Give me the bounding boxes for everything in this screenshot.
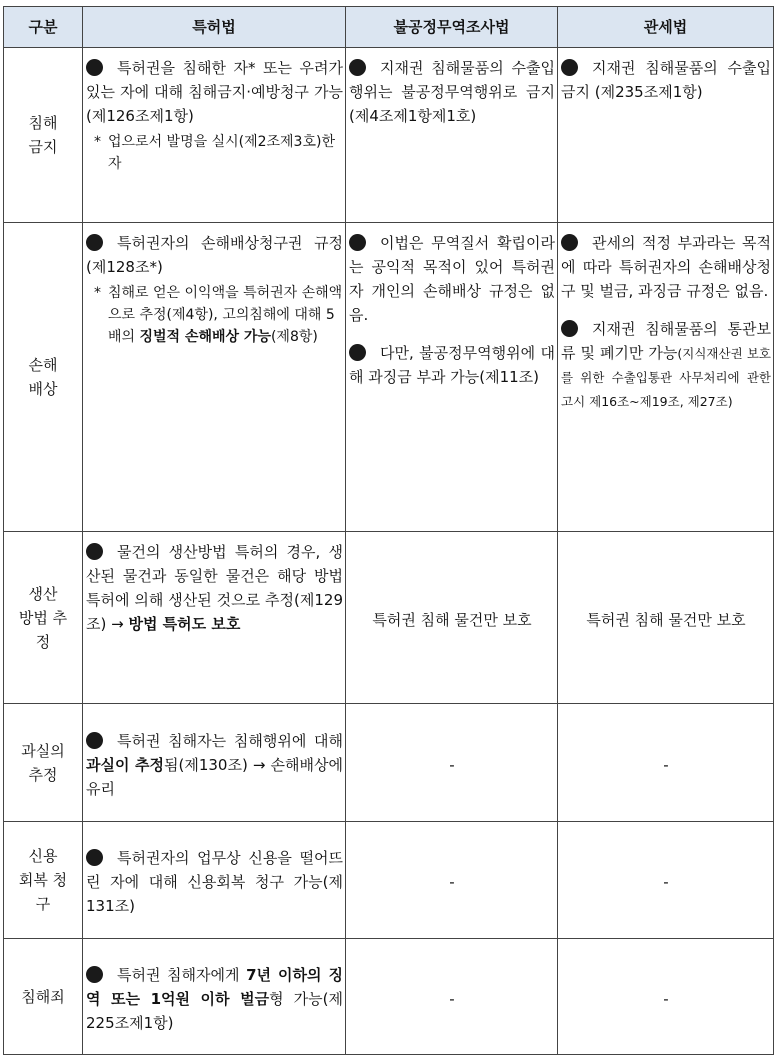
unfair-bullet: 이법은 무역질서 확립이라는 공익적 목적이 있어 특허권자 개인의 손해배상 규정은 없음. <box>349 234 555 324</box>
patent-cell <box>83 939 346 1055</box>
patent-bullet: 특허권 침해자에게 7년 이하의 징역 또는 1억원 이하 벌금형 가능(제225조제1항) <box>86 965 343 1032</box>
bullet-dot-icon <box>561 320 578 337</box>
unfair-cell: - <box>346 822 558 939</box>
unfair-bullet: 지재권 침해물품의 수출입 행위는 불공정무역행위로 금지 (제4조제1항제1호) <box>349 59 555 125</box>
customs-cell <box>558 223 774 532</box>
bullet-dot-icon <box>86 732 103 749</box>
header-unfair-trade-act: 불공정무역조사법 <box>346 7 558 48</box>
bullet-dot-icon <box>561 59 578 76</box>
row-category: 침해 금지 <box>4 48 83 223</box>
bullet-dot-icon <box>86 543 103 560</box>
bullet-dot-icon <box>349 234 366 251</box>
row-category: 신용 회복 청 구 <box>4 822 83 939</box>
header-category: 구분 <box>4 7 83 48</box>
patent-bullet: 특허권자의 업무상 신용을 떨어뜨린 자에 대해 신용회복 청구 가능(제131조) <box>86 849 343 915</box>
table-row <box>4 822 774 939</box>
unfair-cell: - <box>346 704 558 822</box>
patent-bullet: 특허권을 침해한 자* 또는 우려가 있는 자에 대해 침해금지·예방청구 가능(제126조제1항) <box>86 59 343 125</box>
unfair-cell <box>346 223 558 532</box>
customs-bullet: 관세의 적정 부과라는 목적에 따라 특허권자의 손해배상청구 및 벌금, 과징금 규정은 없음. <box>561 234 771 300</box>
table-row <box>4 704 774 822</box>
row-category: 과실의 추정 <box>4 704 83 822</box>
row-category: 생산 방법 추 정 <box>4 532 83 704</box>
table-row <box>4 939 774 1055</box>
patent-bullet: 특허권자의 손해배상청구권 규정(제128조*) <box>86 234 343 276</box>
patent-bullet: 특허권 침해자는 침해행위에 대해 과실이 추정됨(제130조) → 손해배상에 유리 <box>86 731 343 798</box>
patent-bullet: 물건의 생산방법 특허의 경우, 생산된 물건과 동일한 물건은 해당 방법 특허에 의해 생산된 것으로 추정(제129조) → 방법 특허도 보호 <box>86 543 343 633</box>
bullet-dot-icon <box>86 849 103 866</box>
patent-cell <box>83 532 346 704</box>
comparison-table <box>3 6 774 1055</box>
bullet-dot-icon <box>561 234 578 251</box>
customs-bullet: 지재권 침해물품의 수출입 금지 (제235조제1항) <box>561 59 771 101</box>
unfair-cell: - <box>346 939 558 1055</box>
unfair-cell <box>346 48 558 223</box>
customs-cell <box>558 48 774 223</box>
patent-cell <box>83 48 346 223</box>
table-row <box>4 48 774 223</box>
bullet-dot-icon <box>349 344 366 361</box>
bullet-dot-icon <box>349 59 366 76</box>
patent-note: * 업으로서 발명을 실시(제2조제3호)한 자 <box>94 134 335 172</box>
patent-note: * 침해로 얻은 이익액을 특허권자 손해액으로 추정(제4항), 고의침해에 대해 5배의 징벌적 손해배상 가능(제8항) <box>94 285 343 345</box>
patent-cell <box>83 223 346 532</box>
header-row <box>4 7 774 48</box>
row-category: 손해 배상 <box>4 223 83 532</box>
patent-cell <box>83 704 346 822</box>
table-row <box>4 223 774 532</box>
bullet-dot-icon <box>86 966 103 983</box>
customs-cell: - <box>558 939 774 1055</box>
bullet-dot-icon <box>86 234 103 251</box>
unfair-cell: 특허권 침해 물건만 보호 <box>346 532 558 704</box>
customs-bullet: 지재권 침해물품의 통관보류 및 폐기만 가능(지식재산권 보호를 위한 수출입통관 사무처리에 관한 고시 제16조~제19조, 제27조) <box>561 320 771 409</box>
row-category: 침해죄 <box>4 939 83 1055</box>
table-row <box>4 532 774 704</box>
customs-cell: 특허권 침해 물건만 보호 <box>558 532 774 704</box>
customs-cell: - <box>558 704 774 822</box>
header-patent-act: 특허법 <box>83 7 346 48</box>
unfair-bullet: 다만, 불공정무역행위에 대해 과징금 부과 가능(제11조) <box>349 344 555 386</box>
header-customs-act: 관세법 <box>558 7 774 48</box>
patent-cell <box>83 822 346 939</box>
customs-cell: - <box>558 822 774 939</box>
bullet-dot-icon <box>86 59 103 76</box>
